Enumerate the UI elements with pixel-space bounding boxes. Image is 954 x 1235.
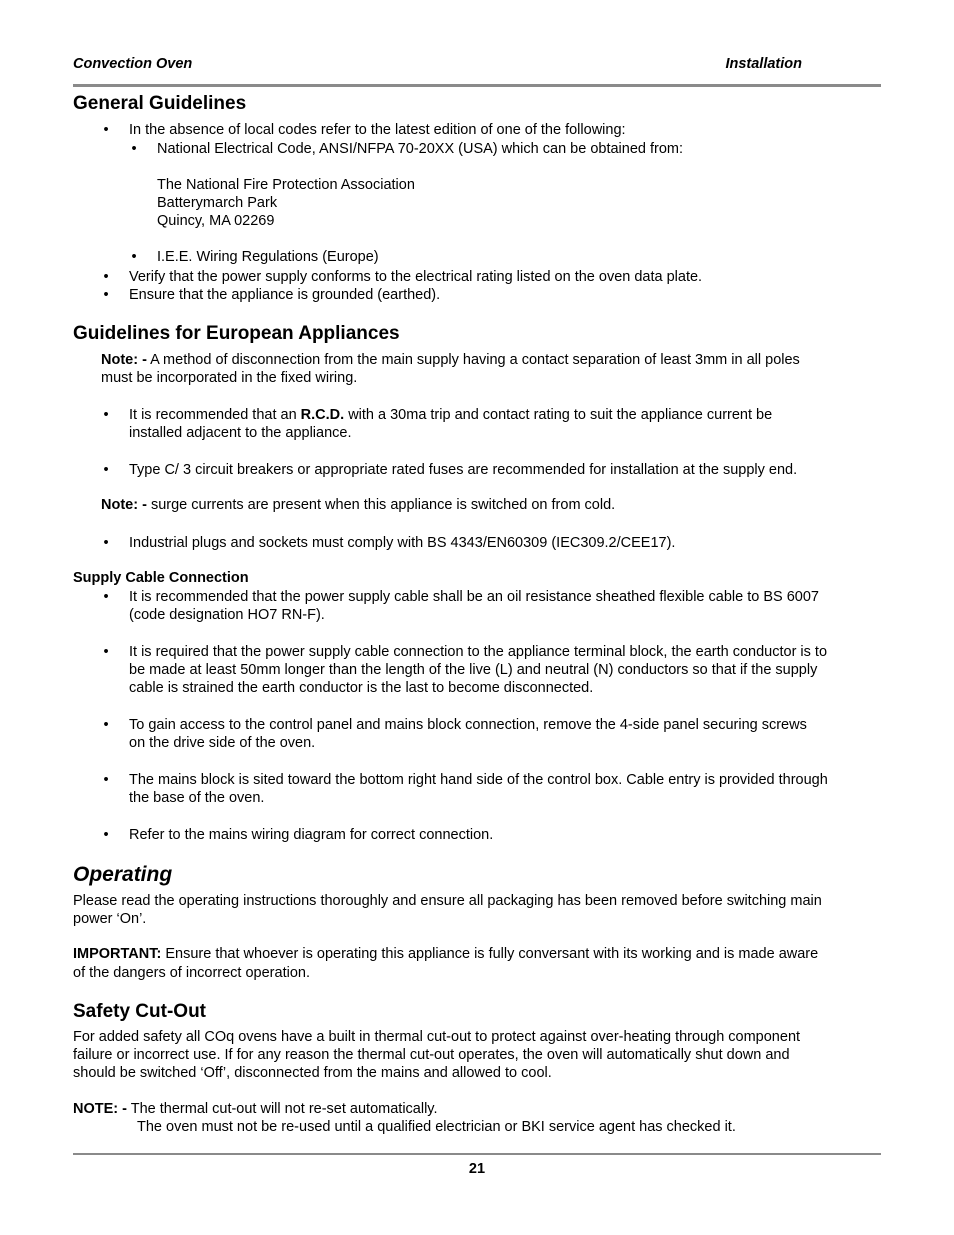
operating-heading: Operating xyxy=(73,863,173,886)
bullet-icon xyxy=(131,140,137,158)
bullet-icon xyxy=(103,588,109,606)
important-note-line-2: of the dangers of incorrect operation. xyxy=(73,965,310,981)
general-bullet-1: In the absence of local codes refer to the latest edition of one of the following: xyxy=(129,122,626,138)
header-rule xyxy=(73,84,881,87)
header-section: Installation xyxy=(725,56,802,72)
supply-bullet-2-line-3: cable is strained the earth conductor is the last to become disconnected. xyxy=(129,680,594,696)
note-text: A method of disconnection from the main supply having a contact separation of least 3mm in all poles xyxy=(146,352,800,368)
bullet-icon xyxy=(103,771,109,789)
note-text: The thermal cut-out will not re-set automatically. xyxy=(126,1101,438,1117)
bullet-icon xyxy=(103,461,109,479)
note-label: Note: - xyxy=(101,352,147,368)
note-label: Note: - xyxy=(101,497,147,513)
european-rcd-line-2: installed adjacent to the appliance. xyxy=(129,425,352,441)
note-label: NOTE: - xyxy=(73,1101,127,1117)
important-text: Ensure that whoever is operating this appliance is fully conversant with its working and is made aware xyxy=(161,946,819,962)
safety-note-line-2: The oven must not be re-used until a qualified electrician or BKI service agent has checked it. xyxy=(137,1119,736,1135)
supply-bullet-4-line-2: the base of the oven. xyxy=(129,790,265,806)
bullet-icon xyxy=(103,268,109,286)
european-note-1-line-2: must be incorporated in the fixed wiring. xyxy=(101,370,358,386)
supply-bullet-5: Refer to the mains wiring diagram for correct connection. xyxy=(129,827,494,843)
supply-bullet-2-line-2: be made at least 50mm longer than the length of the live (L) and neutral (N) conductors so that if the supply xyxy=(129,662,818,678)
important-note xyxy=(73,945,818,963)
bullet-icon xyxy=(131,248,137,266)
page-number: 21 xyxy=(468,1161,486,1177)
operating-paragraph: Please read the operating instructions thoroughly and ensure all packaging has been removed before switching main xyxy=(73,893,822,909)
address-line-2: Batterymarch Park xyxy=(157,195,278,211)
supply-bullet-1-line-2: (code designation HO7 RN-F). xyxy=(129,607,325,623)
safety-paragraph-line-2: failure or incorrect use. If for any reason the thermal cut-out operates, the oven will automatically shut down and xyxy=(73,1047,790,1063)
running-header xyxy=(73,56,881,72)
european-breakers-bullet: Type C/ 3 circuit breakers or appropriate rated fuses are recommended for installation at the supply end. xyxy=(129,462,798,478)
footer-rule xyxy=(73,1153,881,1155)
european-rcd-bullet xyxy=(129,406,772,424)
supply-cable-heading: Supply Cable Connection xyxy=(73,570,249,586)
general-bullet-2: Verify that the power supply conforms to the electrical rating listed on the oven data plate. xyxy=(129,269,703,285)
header-title: Convection Oven xyxy=(73,56,193,72)
bullet-icon xyxy=(103,643,109,661)
important-label: IMPORTANT: xyxy=(73,946,162,962)
safety-cutout-heading: Safety Cut-Out xyxy=(73,1001,206,1022)
bullet-icon xyxy=(103,286,109,304)
supply-bullet-4: The mains block is sited toward the bottom right hand side of the control box. Cable entry is provided through xyxy=(129,772,828,788)
bullet-icon xyxy=(103,826,109,844)
european-note-1 xyxy=(101,351,800,369)
rcd-text-pre: It is recommended that an xyxy=(129,407,301,423)
general-bullet-3: Ensure that the appliance is grounded (earthed). xyxy=(129,287,441,303)
safety-note xyxy=(73,1100,438,1118)
address-line-3: Quincy, MA 02269 xyxy=(157,213,275,229)
general-guidelines-heading: General Guidelines xyxy=(73,93,247,114)
supply-bullet-3: To gain access to the control panel and mains block connection, remove the 4-side panel securing screws xyxy=(129,717,807,733)
supply-bullet-1: It is recommended that the power supply cable shall be an oil resistance sheathed flexible cable to BS 6007 xyxy=(129,589,819,605)
safety-paragraph: For added safety all COq ovens have a built in thermal cut-out to protect against over-heating through component xyxy=(73,1029,801,1045)
address-line-1: The National Fire Protection Association xyxy=(157,177,415,193)
general-subbullet-iee: I.E.E. Wiring Regulations (Europe) xyxy=(157,249,379,265)
supply-bullet-3-line-2: on the drive side of the oven. xyxy=(129,735,316,751)
european-heading: Guidelines for European Appliances xyxy=(73,323,400,344)
rcd-term: R.C.D. xyxy=(300,407,345,423)
bullet-icon xyxy=(103,716,109,734)
rcd-text-post: with a 30ma trip and contact rating to suit the appliance current be xyxy=(344,407,773,423)
supply-bullet-2: It is required that the power supply cable connection to the appliance terminal block, the earth conductor is to xyxy=(129,644,828,660)
bullet-icon xyxy=(103,534,109,552)
bullet-icon xyxy=(103,121,109,139)
bullet-icon xyxy=(103,406,109,424)
general-subbullet-nec: National Electrical Code, ANSI/NFPA 70-20XX (USA) which can be obtained from: xyxy=(157,141,684,157)
european-note-2 xyxy=(101,496,615,514)
safety-paragraph-line-3: should be switched ‘Off’, disconnected from the mains and allowed to cool. xyxy=(73,1065,552,1081)
operating-paragraph-line-2: power ‘On’. xyxy=(73,911,147,927)
european-plugs-bullet: Industrial plugs and sockets must comply with BS 4343/EN60309 (IEC309.2/CEE17). xyxy=(129,535,676,551)
note-text: surge currents are present when this appliance is switched on from cold. xyxy=(146,497,616,513)
